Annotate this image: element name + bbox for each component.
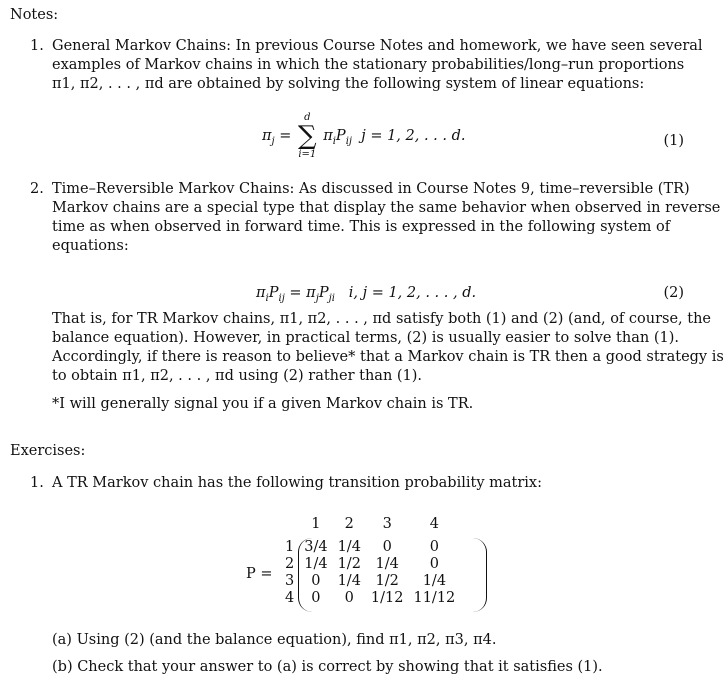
notes-heading: Notes:: [10, 7, 59, 23]
matrix-cell: 0: [382, 539, 392, 555]
paragraph-line: time as when observed in forward time. This is expressed in the following system of: [52, 219, 671, 235]
exercise-part-b: (b) Check that your answer to (a) is correct by showing that it satisfies (1).: [52, 659, 603, 675]
matrix-cell: 1/4: [304, 556, 328, 572]
exercise-text: A TR Markov chain has the following transition probability matrix:: [52, 475, 542, 491]
matrix-cell: 1/4: [337, 539, 361, 555]
matrix-column-header: 2: [344, 516, 354, 532]
paragraph-line: That is, for TR Markov chains, π1, π2, . . . , πd satisfy both (1) and (2) (and, of course, the: [52, 311, 712, 327]
exercise-part-a: (a) Using (2) (and the balance equation), find π1, π2, π3, π4.: [52, 632, 497, 648]
exercises-heading: Exercises:: [10, 443, 86, 459]
equation-1-number: (1): [663, 133, 684, 149]
matrix-left-paren: [298, 538, 313, 612]
matrix-cell: 0: [429, 556, 439, 572]
matrix-row-header: 4: [285, 590, 295, 606]
matrix-right-paren: [472, 538, 487, 612]
notes-item-2: [30, 180, 721, 256]
matrix-cell: 1/4: [422, 573, 447, 589]
paragraph-line: equations:: [52, 238, 129, 254]
notes-item-2-continued: [30, 310, 724, 414]
sum-lower-limit: i=1: [298, 149, 317, 160]
matrix-cell: 11/12: [413, 590, 456, 606]
paragraph-line: General Markov Chains: In previous Course Notes and homework, we have seen several: [52, 38, 703, 54]
summation-symbol: d ∑ i=1: [298, 112, 317, 160]
matrix-column-header: 1: [311, 516, 321, 532]
item-number: 1.: [30, 38, 44, 54]
item-number: 2.: [30, 181, 44, 197]
equation-1: $\pi_j$ = d ∑ i=1 $\pi_iP_{ij}$ j = 1, 2, . . . d.: [262, 112, 466, 160]
matrix-cell: 0: [429, 539, 439, 555]
matrix-row-header: 3: [285, 573, 295, 589]
matrix-cell: 1/12: [370, 590, 404, 606]
paragraph-line: Accordingly, if there is reason to believe* that a Markov chain is TR then a good strategy is: [52, 349, 724, 365]
matrix-cell: 0: [311, 590, 321, 606]
matrix-cell: 1/4: [375, 556, 399, 572]
matrix-cell: 1/2: [337, 556, 361, 572]
matrix-cell: 1/4: [337, 573, 361, 589]
sum-upper-limit: d: [304, 112, 311, 123]
matrix-cell: 0: [344, 590, 354, 606]
matrix-row-header: 2: [285, 556, 295, 572]
paragraph-line: balance equation). However, in practical terms, (2) is usually easier to solve than (1).: [52, 330, 679, 346]
matrix-row-header: 1: [285, 539, 295, 555]
matrix-cell: 3/4: [304, 539, 328, 555]
matrix-cell: 0: [311, 573, 321, 589]
paragraph-line: π1, π2, . . . , πd are obtained by solving the following system of linear equations:: [52, 76, 645, 92]
item-number: 1.: [30, 475, 44, 491]
footnote: *I will generally signal you if a given Markov chain is TR.: [52, 396, 474, 412]
notes-item-1: [30, 37, 703, 94]
equation-2: $\pi_iP_{ij} = \pi_jP_{ji}$ i, j = 1, 2, . . . , d.: [256, 285, 477, 304]
matrix-column-header-row: [280, 516, 460, 533]
matrix-label: P =: [246, 566, 273, 582]
paragraph-line: examples of Markov chains in which the stationary probabilities/long–run proportions: [52, 57, 685, 73]
paragraph-line: Time–Reversible Markov Chains: As discussed in Course Notes 9, time–reversible (TR): [52, 181, 690, 197]
exercise-item-1: [30, 474, 690, 493]
paragraph-line: to obtain π1, π2, . . . , πd using (2) rather than (1).: [52, 368, 423, 384]
paragraph-line: Markov chains are a special type that display the same behavior when observed in reverse: [52, 200, 721, 216]
equation-2-number: (2): [663, 285, 684, 301]
matrix-column-header: 4: [429, 516, 439, 532]
matrix-column-header: 3: [382, 516, 392, 532]
matrix-cell: 1/2: [375, 573, 399, 589]
